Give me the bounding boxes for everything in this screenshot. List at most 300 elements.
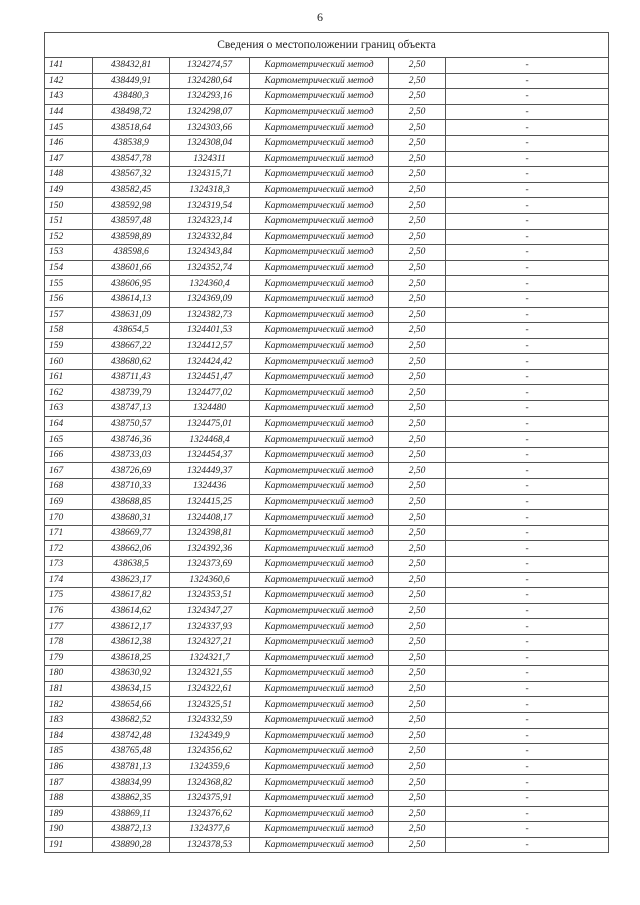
point-number-cell: 162 — [45, 385, 93, 401]
description-cell: - — [446, 307, 609, 323]
determination-method-cell: Картометрический метод — [250, 650, 389, 666]
coordinate-x-cell: 438547,78 — [93, 151, 170, 167]
accuracy-cell: 2,50 — [389, 89, 446, 105]
table-row — [45, 369, 609, 385]
table-row — [45, 759, 609, 775]
table-row — [45, 572, 609, 588]
description-cell: - — [446, 73, 609, 89]
table-row — [45, 619, 609, 635]
coordinate-x-cell: 438680,62 — [93, 354, 170, 370]
coordinate-x-cell: 438765,48 — [93, 744, 170, 760]
accuracy-cell: 2,50 — [389, 634, 446, 650]
coordinate-x-cell: 438890,28 — [93, 837, 170, 853]
coordinate-y-cell: 1324280,64 — [170, 73, 250, 89]
description-cell: - — [446, 323, 609, 339]
table-row — [45, 790, 609, 806]
accuracy-cell: 2,50 — [389, 728, 446, 744]
point-number-cell: 185 — [45, 744, 93, 760]
accuracy-cell: 2,50 — [389, 510, 446, 526]
accuracy-cell: 2,50 — [389, 401, 446, 417]
table-row — [45, 588, 609, 604]
point-number-cell: 183 — [45, 712, 93, 728]
description-cell: - — [446, 416, 609, 432]
determination-method-cell: Картометрический метод — [250, 806, 389, 822]
determination-method-cell: Картометрический метод — [250, 229, 389, 245]
table-row — [45, 634, 609, 650]
description-cell: - — [446, 572, 609, 588]
accuracy-cell: 2,50 — [389, 572, 446, 588]
determination-method-cell: Картометрический метод — [250, 151, 389, 167]
coordinate-y-cell: 1324325,51 — [170, 697, 250, 713]
table-row — [45, 401, 609, 417]
accuracy-cell: 2,50 — [389, 338, 446, 354]
accuracy-cell: 2,50 — [389, 525, 446, 541]
coordinate-x-cell: 438538,9 — [93, 135, 170, 151]
table-row — [45, 58, 609, 74]
table-row — [45, 104, 609, 120]
coordinate-x-cell: 438747,13 — [93, 401, 170, 417]
determination-method-cell: Картометрический метод — [250, 135, 389, 151]
accuracy-cell: 2,50 — [389, 603, 446, 619]
coordinate-y-cell: 1324477,02 — [170, 385, 250, 401]
accuracy-cell: 2,50 — [389, 58, 446, 74]
table-row — [45, 806, 609, 822]
point-number-cell: 142 — [45, 73, 93, 89]
coordinate-y-cell: 1324347,27 — [170, 603, 250, 619]
point-number-cell: 146 — [45, 135, 93, 151]
coordinate-y-cell: 1324318,3 — [170, 182, 250, 198]
determination-method-cell: Картометрический метод — [250, 447, 389, 463]
coordinate-y-cell: 1324321,55 — [170, 666, 250, 682]
coordinate-x-cell: 438733,03 — [93, 447, 170, 463]
table-row — [45, 603, 609, 619]
coordinate-y-cell: 1324332,59 — [170, 712, 250, 728]
coordinate-x-cell: 438567,32 — [93, 167, 170, 183]
point-number-cell: 145 — [45, 120, 93, 136]
determination-method-cell: Картометрический метод — [250, 619, 389, 635]
coordinate-y-cell: 1324293,16 — [170, 89, 250, 105]
determination-method-cell: Картометрический метод — [250, 198, 389, 214]
point-number-cell: 189 — [45, 806, 93, 822]
determination-method-cell: Картометрический метод — [250, 120, 389, 136]
determination-method-cell: Картометрический метод — [250, 291, 389, 307]
determination-method-cell: Картометрический метод — [250, 572, 389, 588]
coordinate-y-cell: 1324377,6 — [170, 822, 250, 838]
accuracy-cell: 2,50 — [389, 260, 446, 276]
coordinate-x-cell: 438617,82 — [93, 588, 170, 604]
table-row — [45, 494, 609, 510]
table-title: Сведения о местоположении границ объекта — [45, 33, 609, 58]
coordinate-x-cell: 438612,17 — [93, 619, 170, 635]
point-number-cell: 160 — [45, 354, 93, 370]
description-cell: - — [446, 369, 609, 385]
determination-method-cell: Картометрический метод — [250, 58, 389, 74]
coordinate-x-cell: 438449,91 — [93, 73, 170, 89]
determination-method-cell: Картометрический метод — [250, 416, 389, 432]
coordinate-x-cell: 438742,48 — [93, 728, 170, 744]
description-cell: - — [446, 697, 609, 713]
table-row — [45, 213, 609, 229]
coordinate-y-cell: 1324412,57 — [170, 338, 250, 354]
coordinate-y-cell: 1324360,6 — [170, 572, 250, 588]
accuracy-cell: 2,50 — [389, 837, 446, 853]
coordinate-y-cell: 1324315,71 — [170, 167, 250, 183]
coordinate-y-cell: 1324360,4 — [170, 276, 250, 292]
coordinate-x-cell: 438601,66 — [93, 260, 170, 276]
table-body — [45, 58, 609, 853]
coordinate-x-cell: 438726,69 — [93, 463, 170, 479]
accuracy-cell: 2,50 — [389, 120, 446, 136]
accuracy-cell: 2,50 — [389, 681, 446, 697]
accuracy-cell: 2,50 — [389, 806, 446, 822]
point-number-cell: 184 — [45, 728, 93, 744]
coordinate-x-cell: 438630,92 — [93, 666, 170, 682]
description-cell: - — [446, 120, 609, 136]
determination-method-cell: Картометрический метод — [250, 634, 389, 650]
point-number-cell: 177 — [45, 619, 93, 635]
point-number-cell: 166 — [45, 447, 93, 463]
coordinate-y-cell: 1324451,47 — [170, 369, 250, 385]
determination-method-cell: Картометрический метод — [250, 401, 389, 417]
description-cell: - — [446, 104, 609, 120]
coordinate-y-cell: 1324311 — [170, 151, 250, 167]
table-row — [45, 323, 609, 339]
determination-method-cell: Картометрический метод — [250, 354, 389, 370]
description-cell: - — [446, 89, 609, 105]
point-number-cell: 159 — [45, 338, 93, 354]
coordinate-y-cell: 1324332,84 — [170, 229, 250, 245]
table-row — [45, 447, 609, 463]
table-row — [45, 541, 609, 557]
coordinate-x-cell: 438869,11 — [93, 806, 170, 822]
accuracy-cell: 2,50 — [389, 151, 446, 167]
accuracy-cell: 2,50 — [389, 245, 446, 261]
coordinate-y-cell: 1324327,21 — [170, 634, 250, 650]
determination-method-cell: Картометрический метод — [250, 432, 389, 448]
table-row — [45, 681, 609, 697]
accuracy-cell: 2,50 — [389, 385, 446, 401]
coordinate-y-cell: 1324480 — [170, 401, 250, 417]
coordinate-y-cell: 1324378,53 — [170, 837, 250, 853]
point-number-cell: 174 — [45, 572, 93, 588]
determination-method-cell: Картометрический метод — [250, 541, 389, 557]
coordinate-y-cell: 1324298,07 — [170, 104, 250, 120]
coordinate-y-cell: 1324368,82 — [170, 775, 250, 791]
table-row — [45, 775, 609, 791]
accuracy-cell: 2,50 — [389, 354, 446, 370]
determination-method-cell: Картометрический метод — [250, 89, 389, 105]
accuracy-cell: 2,50 — [389, 790, 446, 806]
table-row — [45, 307, 609, 323]
determination-method-cell: Картометрический метод — [250, 479, 389, 495]
description-cell: - — [446, 245, 609, 261]
point-number-cell: 143 — [45, 89, 93, 105]
coordinate-x-cell: 438711,43 — [93, 369, 170, 385]
coordinate-y-cell: 1324319,54 — [170, 198, 250, 214]
coordinate-x-cell: 438614,13 — [93, 291, 170, 307]
coordinate-y-cell: 1324436 — [170, 479, 250, 495]
point-number-cell: 156 — [45, 291, 93, 307]
point-number-cell: 161 — [45, 369, 93, 385]
coordinate-x-cell: 438669,77 — [93, 525, 170, 541]
coordinate-x-cell: 438597,48 — [93, 213, 170, 229]
page-number: 6 — [317, 10, 323, 24]
determination-method-cell: Картометрический метод — [250, 775, 389, 791]
description-cell: - — [446, 354, 609, 370]
description-cell: - — [446, 198, 609, 214]
point-number-cell: 171 — [45, 525, 93, 541]
coordinate-y-cell: 1324475,01 — [170, 416, 250, 432]
coordinate-x-cell: 438682,52 — [93, 712, 170, 728]
point-number-cell: 172 — [45, 541, 93, 557]
coordinate-y-cell: 1324353,51 — [170, 588, 250, 604]
accuracy-cell: 2,50 — [389, 432, 446, 448]
description-cell: - — [446, 510, 609, 526]
coordinate-x-cell: 438662,06 — [93, 541, 170, 557]
coordinate-x-cell: 438746,36 — [93, 432, 170, 448]
table-row — [45, 229, 609, 245]
point-number-cell: 144 — [45, 104, 93, 120]
description-cell: - — [446, 666, 609, 682]
table-row — [45, 557, 609, 573]
point-number-cell: 181 — [45, 681, 93, 697]
description-cell: - — [446, 167, 609, 183]
accuracy-cell: 2,50 — [389, 666, 446, 682]
coordinate-x-cell: 438688,85 — [93, 494, 170, 510]
description-cell: - — [446, 276, 609, 292]
accuracy-cell: 2,50 — [389, 323, 446, 339]
description-cell: - — [446, 447, 609, 463]
determination-method-cell: Картометрический метод — [250, 307, 389, 323]
accuracy-cell: 2,50 — [389, 307, 446, 323]
table-row — [45, 120, 609, 136]
table-row — [45, 73, 609, 89]
table-row — [45, 650, 609, 666]
determination-method-cell: Картометрический метод — [250, 276, 389, 292]
coordinate-y-cell: 1324468,4 — [170, 432, 250, 448]
coordinate-y-cell: 1324375,91 — [170, 790, 250, 806]
accuracy-cell: 2,50 — [389, 369, 446, 385]
point-number-cell: 170 — [45, 510, 93, 526]
description-cell: - — [446, 151, 609, 167]
coordinate-y-cell: 1324337,93 — [170, 619, 250, 635]
determination-method-cell: Картометрический метод — [250, 588, 389, 604]
determination-method-cell: Картометрический метод — [250, 167, 389, 183]
point-number-cell: 165 — [45, 432, 93, 448]
accuracy-cell: 2,50 — [389, 73, 446, 89]
description-cell: - — [446, 728, 609, 744]
coordinate-y-cell: 1324308,04 — [170, 135, 250, 151]
accuracy-cell: 2,50 — [389, 104, 446, 120]
accuracy-cell: 2,50 — [389, 198, 446, 214]
table-row — [45, 260, 609, 276]
description-cell: - — [446, 634, 609, 650]
table-row — [45, 385, 609, 401]
table-row — [45, 89, 609, 105]
coordinate-x-cell: 438598,89 — [93, 229, 170, 245]
coordinate-x-cell: 438750,57 — [93, 416, 170, 432]
description-cell: - — [446, 58, 609, 74]
table-row — [45, 463, 609, 479]
coordinate-x-cell: 438634,15 — [93, 681, 170, 697]
point-number-cell: 147 — [45, 151, 93, 167]
point-number-cell: 173 — [45, 557, 93, 573]
determination-method-cell: Картометрический метод — [250, 260, 389, 276]
point-number-cell: 191 — [45, 837, 93, 853]
coordinate-x-cell: 438598,6 — [93, 245, 170, 261]
description-cell: - — [446, 806, 609, 822]
determination-method-cell: Картометрический метод — [250, 790, 389, 806]
accuracy-cell: 2,50 — [389, 479, 446, 495]
point-number-cell: 163 — [45, 401, 93, 417]
description-cell: - — [446, 479, 609, 495]
coordinate-y-cell: 1324408,17 — [170, 510, 250, 526]
table-row — [45, 135, 609, 151]
table-row — [45, 479, 609, 495]
determination-method-cell: Картометрический метод — [250, 369, 389, 385]
accuracy-cell: 2,50 — [389, 712, 446, 728]
determination-method-cell: Картометрический метод — [250, 338, 389, 354]
determination-method-cell: Картометрический метод — [250, 245, 389, 261]
description-cell: - — [446, 822, 609, 838]
coordinate-x-cell: 438654,66 — [93, 697, 170, 713]
coordinate-y-cell: 1324382,73 — [170, 307, 250, 323]
coordinate-x-cell: 438781,13 — [93, 759, 170, 775]
coordinate-x-cell: 438582,45 — [93, 182, 170, 198]
point-number-cell: 182 — [45, 697, 93, 713]
description-cell: - — [446, 681, 609, 697]
coordinate-y-cell: 1324321,7 — [170, 650, 250, 666]
determination-method-cell: Картометрический метод — [250, 104, 389, 120]
accuracy-cell: 2,50 — [389, 541, 446, 557]
point-number-cell: 187 — [45, 775, 93, 791]
point-number-cell: 179 — [45, 650, 93, 666]
point-number-cell: 148 — [45, 167, 93, 183]
point-number-cell: 151 — [45, 213, 93, 229]
determination-method-cell: Картометрический метод — [250, 510, 389, 526]
table-row — [45, 666, 609, 682]
description-cell: - — [446, 588, 609, 604]
determination-method-cell: Картометрический метод — [250, 681, 389, 697]
coordinate-y-cell: 1324322,61 — [170, 681, 250, 697]
determination-method-cell: Картометрический метод — [250, 213, 389, 229]
point-number-cell: 169 — [45, 494, 93, 510]
determination-method-cell: Картометрический метод — [250, 759, 389, 775]
description-cell: - — [446, 135, 609, 151]
accuracy-cell: 2,50 — [389, 650, 446, 666]
accuracy-cell: 2,50 — [389, 182, 446, 198]
point-number-cell: 157 — [45, 307, 93, 323]
coordinate-x-cell: 438834,99 — [93, 775, 170, 791]
description-cell: - — [446, 837, 609, 853]
determination-method-cell: Картометрический метод — [250, 73, 389, 89]
coordinate-x-cell: 438739,79 — [93, 385, 170, 401]
table-row — [45, 245, 609, 261]
point-number-cell: 186 — [45, 759, 93, 775]
point-number-cell: 164 — [45, 416, 93, 432]
table-row — [45, 525, 609, 541]
determination-method-cell: Картометрический метод — [250, 697, 389, 713]
boundary-coordinates-table — [44, 32, 609, 853]
accuracy-cell: 2,50 — [389, 557, 446, 573]
accuracy-cell: 2,50 — [389, 463, 446, 479]
description-cell: - — [446, 385, 609, 401]
table-row — [45, 728, 609, 744]
coordinate-y-cell: 1324454,37 — [170, 447, 250, 463]
table-row — [45, 712, 609, 728]
coordinate-y-cell: 1324449,37 — [170, 463, 250, 479]
coordinate-x-cell: 438631,09 — [93, 307, 170, 323]
description-cell: - — [446, 650, 609, 666]
point-number-cell: 152 — [45, 229, 93, 245]
description-cell: - — [446, 213, 609, 229]
accuracy-cell: 2,50 — [389, 822, 446, 838]
table-row — [45, 697, 609, 713]
point-number-cell: 175 — [45, 588, 93, 604]
coordinate-x-cell: 438518,64 — [93, 120, 170, 136]
description-cell: - — [446, 432, 609, 448]
accuracy-cell: 2,50 — [389, 135, 446, 151]
description-cell: - — [446, 182, 609, 198]
point-number-cell: 176 — [45, 603, 93, 619]
point-number-cell: 158 — [45, 323, 93, 339]
description-cell: - — [446, 229, 609, 245]
coordinate-y-cell: 1324392,36 — [170, 541, 250, 557]
coordinate-y-cell: 1324274,57 — [170, 58, 250, 74]
table-row — [45, 510, 609, 526]
accuracy-cell: 2,50 — [389, 276, 446, 292]
description-cell: - — [446, 525, 609, 541]
table-row — [45, 744, 609, 760]
table-title-row — [45, 33, 609, 58]
description-cell: - — [446, 557, 609, 573]
description-cell: - — [446, 260, 609, 276]
description-cell: - — [446, 790, 609, 806]
table-row — [45, 837, 609, 853]
coordinate-x-cell: 438592,98 — [93, 198, 170, 214]
point-number-cell: 155 — [45, 276, 93, 292]
description-cell: - — [446, 619, 609, 635]
accuracy-cell: 2,50 — [389, 167, 446, 183]
coordinate-x-cell: 438498,72 — [93, 104, 170, 120]
coordinate-y-cell: 1324376,62 — [170, 806, 250, 822]
accuracy-cell: 2,50 — [389, 229, 446, 245]
table-row — [45, 822, 609, 838]
point-number-cell: 188 — [45, 790, 93, 806]
description-cell: - — [446, 463, 609, 479]
accuracy-cell: 2,50 — [389, 619, 446, 635]
table-row — [45, 432, 609, 448]
determination-method-cell: Картометрический метод — [250, 837, 389, 853]
description-cell: - — [446, 291, 609, 307]
coordinate-x-cell: 438654,5 — [93, 323, 170, 339]
coordinate-x-cell: 438623,17 — [93, 572, 170, 588]
coordinate-x-cell: 438667,22 — [93, 338, 170, 354]
coordinate-y-cell: 1324415,25 — [170, 494, 250, 510]
coordinate-x-cell: 438872,13 — [93, 822, 170, 838]
coordinate-x-cell: 438606,95 — [93, 276, 170, 292]
determination-method-cell: Картометрический метод — [250, 182, 389, 198]
coordinate-y-cell: 1324356,62 — [170, 744, 250, 760]
accuracy-cell: 2,50 — [389, 588, 446, 604]
coordinate-y-cell: 1324303,66 — [170, 120, 250, 136]
coordinate-x-cell: 438680,31 — [93, 510, 170, 526]
accuracy-cell: 2,50 — [389, 213, 446, 229]
table-row — [45, 276, 609, 292]
determination-method-cell: Картометрический метод — [250, 728, 389, 744]
table-row — [45, 151, 609, 167]
accuracy-cell: 2,50 — [389, 494, 446, 510]
